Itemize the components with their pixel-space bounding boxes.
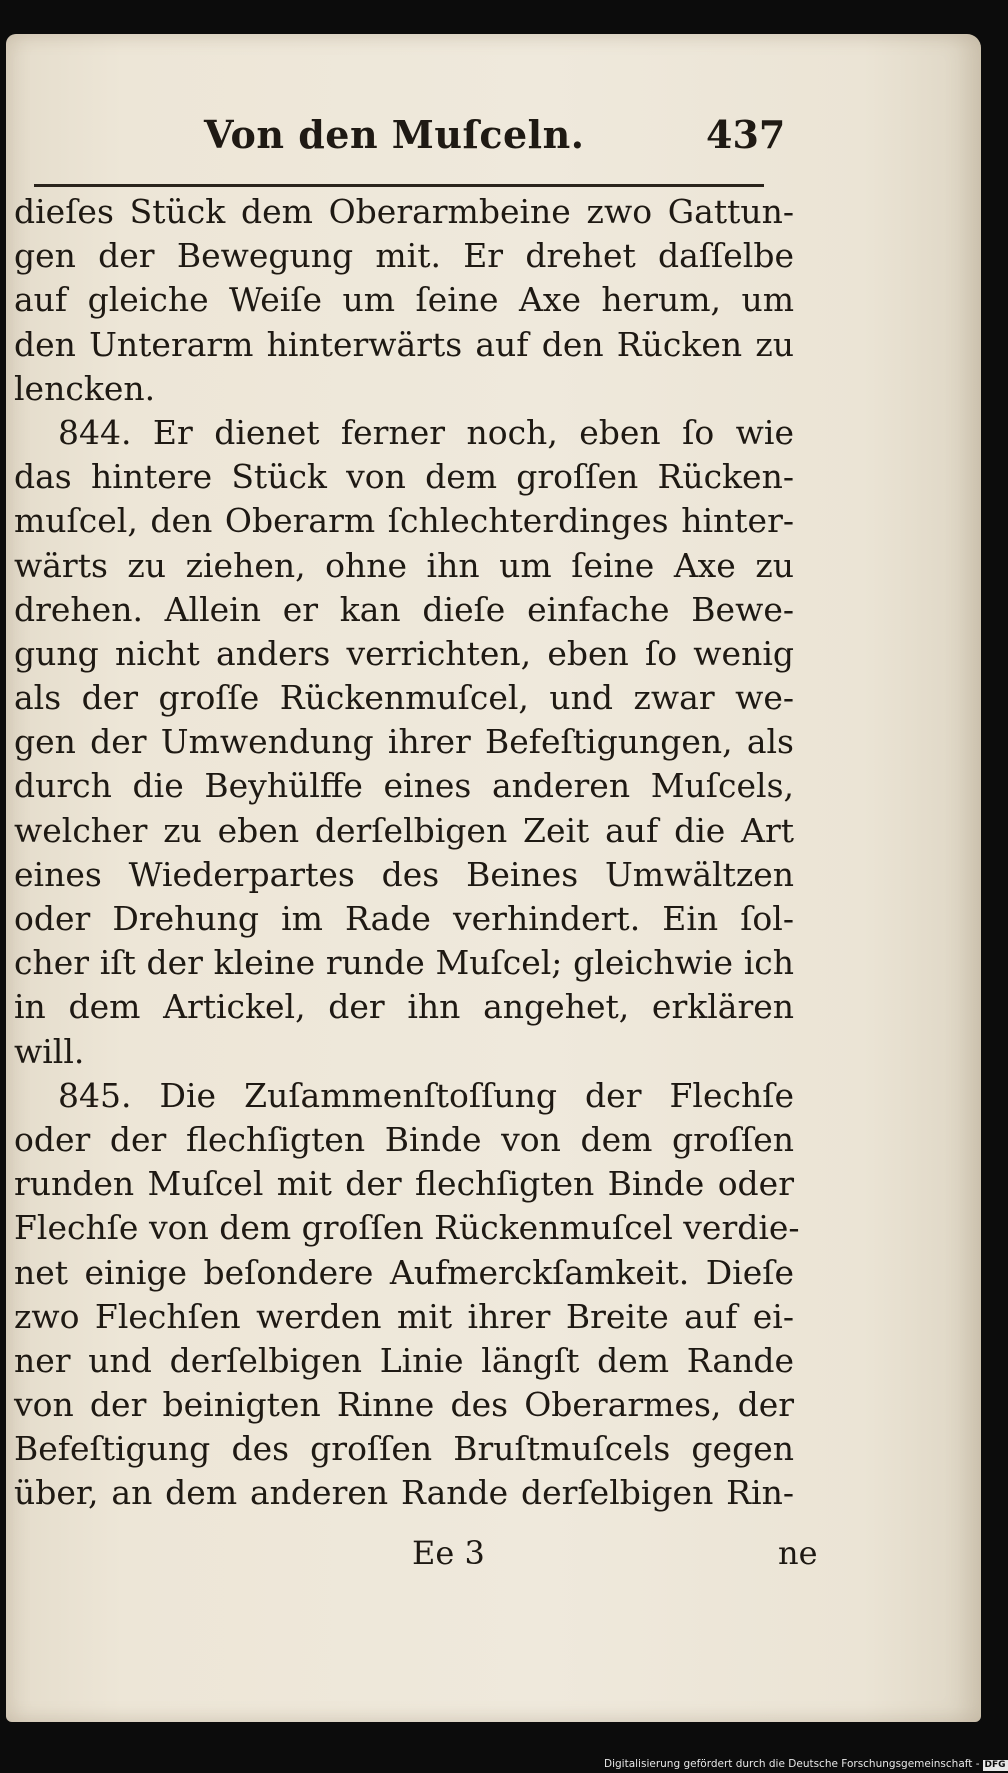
- text-line: auf gleiche Weiſe um ſeine Axe herum, um: [14, 280, 794, 320]
- catchword: ne: [778, 1534, 818, 1572]
- text-line: den Unterarm hinterwärts auf den Rücken zu: [14, 324, 794, 364]
- text-line: wärts zu ziehen, ohne ihn um ſeine Axe zu: [14, 545, 794, 585]
- paragraph-844-start: 844. Er dienet ferner noch, eben ſo wie: [58, 412, 794, 452]
- text-line: runden Muſcel mit der flechſigten Binde oder: [14, 1164, 794, 1204]
- text-line: ner und derſelbigen Linie längſt dem Rande: [14, 1340, 794, 1380]
- text-line: gen der Umwendung ihrer Befeſtigungen, als: [14, 722, 794, 762]
- signature-mark: Ee 3: [412, 1534, 485, 1572]
- text-line: dieſes Stück dem Oberarmbeine zwo Gattun-: [14, 192, 794, 231]
- page-number: 437: [706, 112, 786, 157]
- running-title: Von den Muſceln.: [204, 112, 585, 157]
- text-line: gung nicht anders verrichten, eben ſo wenig: [14, 633, 794, 673]
- text-line: will.: [14, 1031, 85, 1071]
- text-line: durch die Beyhülffe eines anderen Muſcels,: [14, 766, 794, 806]
- text-line: Befeſtigung des groſſen Bruſtmuſcels gegen: [14, 1429, 794, 1469]
- text-line: net einige beſondere Aufmerckſamkeit. Dieſe: [14, 1252, 794, 1292]
- text-line: oder der flechſigten Binde von dem groſſen: [14, 1119, 794, 1159]
- digitization-credit: [604, 1758, 1008, 1771]
- header-rule: [34, 184, 764, 187]
- book-page: [6, 34, 981, 1722]
- text-line: muſcel, den Oberarm ſchlechterdinges hinter-: [14, 501, 794, 541]
- text-line: eines Wiederpartes des Beines Umwältzen: [14, 854, 794, 894]
- text-line: über, an dem anderen Rande derſelbigen Rin-: [14, 1473, 794, 1513]
- text-line: das hintere Stück von dem groſſen Rücken-: [14, 457, 794, 497]
- text-line: zwo Flechſen werden mit ihrer Breite auf ei-: [14, 1296, 794, 1336]
- text-line: von der beinigten Rinne des Oberarmes, der: [14, 1385, 794, 1425]
- dfg-logo: DFG: [984, 1760, 1006, 1770]
- text-line: welcher zu eben derſelbigen Zeit auf die Art: [14, 810, 794, 850]
- paragraph-845-start: 845. Die Zuſammenſtoſſung der Flechſe: [58, 1075, 794, 1115]
- text-line: gen der Bewegung mit. Er drehet daſſelbe: [14, 236, 794, 276]
- credit-text: Digitalisierung gefördert durch die Deutsche Forschungsgemeinschaft -: [604, 1758, 980, 1770]
- text-line: in dem Artickel, der ihn angehet, erklären: [14, 987, 794, 1027]
- text-line: Flechſe von dem groſſen Rückenmuſcel verdie-: [14, 1208, 800, 1248]
- text-line: lencken.: [14, 368, 156, 408]
- text-line: cher iſt der kleine runde Muſcel; gleichwie ich: [14, 943, 794, 983]
- page-header: [6, 104, 981, 164]
- text-line: als der groſſe Rückenmuſcel, und zwar we-: [14, 678, 794, 718]
- text-line: oder Drehung im Rade verhindert. Ein ſol-: [14, 899, 794, 938]
- body-text: [14, 190, 800, 1516]
- text-line: drehen. Allein er kan dieſe einfache Bewe-: [14, 589, 794, 629]
